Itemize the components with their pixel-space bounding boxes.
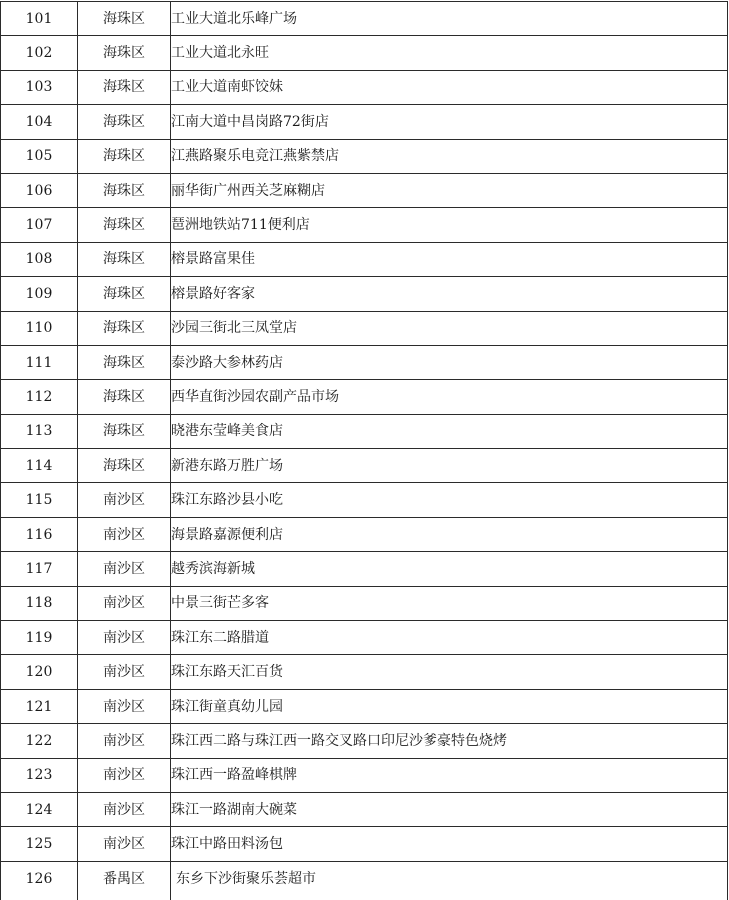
district-cell: 海珠区 (78, 139, 171, 173)
row-number-cell: 115 (1, 483, 78, 517)
district-cell: 海珠区 (78, 242, 171, 276)
district-cell: 南沙区 (78, 621, 171, 655)
row-number-cell: 109 (1, 277, 78, 311)
table-row (1, 586, 728, 620)
table-row (1, 380, 728, 414)
district-cell: 海珠区 (78, 277, 171, 311)
address-cell: 珠江西一路盈峰棋牌 (171, 758, 728, 792)
row-number-cell: 124 (1, 792, 78, 826)
table-row (1, 724, 728, 758)
district-cell: 南沙区 (78, 483, 171, 517)
row-number-cell: 126 (1, 861, 78, 900)
table-row (1, 277, 728, 311)
table-row (1, 758, 728, 792)
table-row (1, 105, 728, 139)
table-row (1, 2, 728, 36)
district-cell: 海珠区 (78, 36, 171, 70)
district-cell: 海珠区 (78, 380, 171, 414)
address-cell: 江燕路聚乐电竞江燕紫禁店 (171, 139, 728, 173)
address-cell: 西华直街沙园农副产品市场 (171, 380, 728, 414)
row-number-cell: 121 (1, 689, 78, 723)
table-row (1, 552, 728, 586)
address-cell: 珠江中路田料汤包 (171, 827, 728, 861)
table-row (1, 792, 728, 826)
table-row (1, 139, 728, 173)
row-number-cell: 114 (1, 449, 78, 483)
district-cell: 海珠区 (78, 449, 171, 483)
table-row (1, 861, 728, 900)
row-number-cell: 103 (1, 70, 78, 104)
district-cell: 南沙区 (78, 655, 171, 689)
district-cell: 南沙区 (78, 724, 171, 758)
address-cell: 海景路嘉源便利店 (171, 517, 728, 551)
district-cell: 海珠区 (78, 345, 171, 379)
table-row (1, 208, 728, 242)
address-cell: 珠江西二路与珠江西一路交叉路口印尼沙爹豪特色烧烤 (171, 724, 728, 758)
row-number-cell: 108 (1, 242, 78, 276)
table-row (1, 36, 728, 70)
table-row (1, 173, 728, 207)
table-row (1, 483, 728, 517)
table-row (1, 827, 728, 861)
district-cell: 海珠区 (78, 2, 171, 36)
row-number-cell: 102 (1, 36, 78, 70)
row-number-cell: 112 (1, 380, 78, 414)
district-cell: 海珠区 (78, 414, 171, 448)
row-number-cell: 107 (1, 208, 78, 242)
district-cell: 海珠区 (78, 105, 171, 139)
row-number-cell: 119 (1, 621, 78, 655)
address-cell: 东乡下沙街聚乐荟超市 (171, 861, 728, 900)
row-number-cell: 125 (1, 827, 78, 861)
district-cell: 南沙区 (78, 827, 171, 861)
address-cell: 工业大道北乐峰广场 (171, 2, 728, 36)
address-cell: 工业大道南虾饺妹 (171, 70, 728, 104)
address-cell: 中景三街芒多客 (171, 586, 728, 620)
address-cell: 越秀滨海新城 (171, 552, 728, 586)
address-cell: 琶洲地铁站711便利店 (171, 208, 728, 242)
address-cell: 榕景路富果佳 (171, 242, 728, 276)
table-row (1, 621, 728, 655)
row-number-cell: 105 (1, 139, 78, 173)
table-row (1, 449, 728, 483)
address-cell: 珠江东二路腊道 (171, 621, 728, 655)
row-number-cell: 122 (1, 724, 78, 758)
table-row (1, 345, 728, 379)
district-cell: 南沙区 (78, 689, 171, 723)
venue-list-table (0, 1, 728, 900)
row-number-cell: 113 (1, 414, 78, 448)
address-cell: 珠江街童真幼儿园 (171, 689, 728, 723)
table-row (1, 517, 728, 551)
district-cell: 南沙区 (78, 758, 171, 792)
table-row (1, 689, 728, 723)
address-cell: 晓港东莹峰美食店 (171, 414, 728, 448)
address-cell: 江南大道中昌岗路72街店 (171, 105, 728, 139)
address-cell: 沙园三街北三凤堂店 (171, 311, 728, 345)
table-row (1, 414, 728, 448)
table-row (1, 655, 728, 689)
address-cell: 丽华街广州西关芝麻糊店 (171, 173, 728, 207)
district-cell: 南沙区 (78, 552, 171, 586)
row-number-cell: 120 (1, 655, 78, 689)
row-number-cell: 106 (1, 173, 78, 207)
table-body (1, 2, 728, 900)
district-cell: 南沙区 (78, 586, 171, 620)
address-cell: 珠江一路湖南大碗菜 (171, 792, 728, 826)
row-number-cell: 116 (1, 517, 78, 551)
table-row (1, 242, 728, 276)
district-cell: 海珠区 (78, 173, 171, 207)
row-number-cell: 123 (1, 758, 78, 792)
row-number-cell: 118 (1, 586, 78, 620)
district-cell: 海珠区 (78, 70, 171, 104)
address-cell: 榕景路好客家 (171, 277, 728, 311)
district-cell: 番禺区 (78, 861, 171, 900)
district-cell: 南沙区 (78, 517, 171, 551)
district-cell: 海珠区 (78, 208, 171, 242)
address-cell: 珠江东路沙县小吃 (171, 483, 728, 517)
row-number-cell: 104 (1, 105, 78, 139)
row-number-cell: 101 (1, 2, 78, 36)
address-cell: 珠江东路天汇百货 (171, 655, 728, 689)
district-cell: 南沙区 (78, 792, 171, 826)
district-cell: 海珠区 (78, 311, 171, 345)
document-page (0, 1, 729, 900)
row-number-cell: 110 (1, 311, 78, 345)
address-cell: 新港东路万胜广场 (171, 449, 728, 483)
row-number-cell: 117 (1, 552, 78, 586)
table-row (1, 70, 728, 104)
table-row (1, 311, 728, 345)
address-cell: 泰沙路大参林药店 (171, 345, 728, 379)
row-number-cell: 111 (1, 345, 78, 379)
address-cell: 工业大道北永旺 (171, 36, 728, 70)
